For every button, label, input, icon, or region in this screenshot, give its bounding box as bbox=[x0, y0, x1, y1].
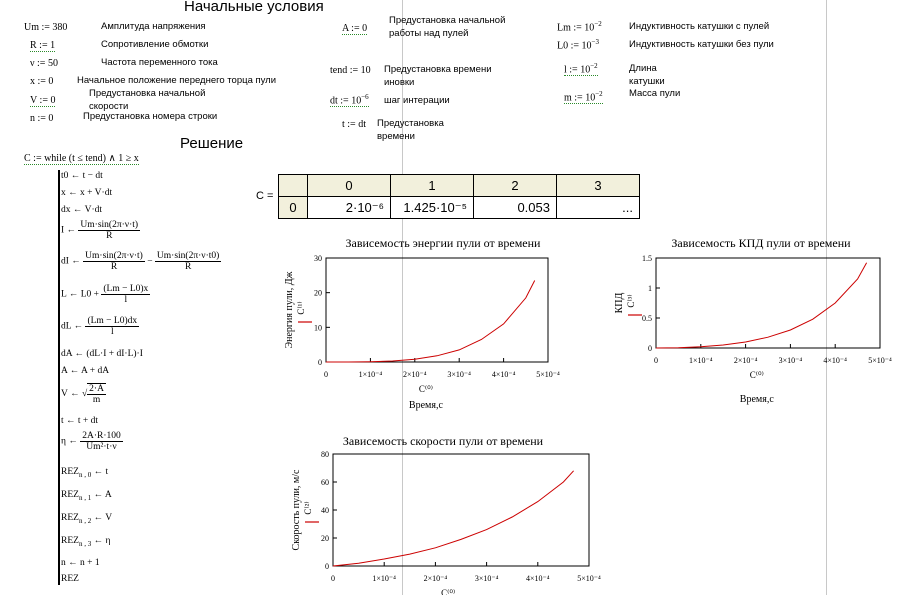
param-def[interactable]: m := $10^{-2}$ bbox=[564, 90, 603, 104]
x-tick-label: 2×10⁻⁴ bbox=[733, 356, 758, 365]
y-tick-label: 0 bbox=[325, 562, 329, 571]
heading-solution: Решение bbox=[180, 135, 244, 152]
heading-initial-conditions: Начальные условия bbox=[184, 0, 324, 15]
y-tick-label: 60 bbox=[321, 478, 329, 487]
y-tick-label: 30 bbox=[314, 254, 322, 263]
program-line[interactable]: dx ← V·dt bbox=[61, 205, 102, 215]
x-tick-label: 3×10⁻⁴ bbox=[447, 370, 471, 379]
matrix-cell[interactable]: 0.053 bbox=[474, 197, 557, 219]
y-tick-label: 10 bbox=[314, 323, 322, 333]
plot-frame bbox=[333, 454, 589, 566]
y-tick-label: 40 bbox=[321, 506, 329, 515]
program-line[interactable]: REZ bbox=[61, 574, 79, 584]
matrix-row-header: 0 bbox=[279, 197, 308, 219]
param-desc: Длина катушки bbox=[629, 63, 665, 87]
series-line bbox=[333, 471, 574, 566]
y-tick-label: 80 bbox=[321, 450, 329, 459]
param-def[interactable]: tend := 10 bbox=[330, 65, 371, 76]
matrix-cell[interactable]: 1.425·10⁻⁵ bbox=[391, 197, 474, 219]
program-line[interactable]: t0 ← t − dt bbox=[61, 171, 103, 181]
matrix-col-header: 0 bbox=[308, 175, 391, 197]
param-def[interactable]: t := dt bbox=[342, 119, 366, 130]
x-tick-label: 2×10⁻⁴ bbox=[403, 370, 427, 379]
program-line[interactable]: A ← A + dA bbox=[61, 366, 110, 376]
param-desc: шаг интерации bbox=[384, 95, 450, 106]
series-line bbox=[656, 263, 867, 348]
param-desc: Сопротивление обмотки bbox=[101, 39, 209, 50]
param-desc: Начальное положение переднего торца пули bbox=[77, 75, 277, 86]
param-desc: Предустановка начальной работы над пулей bbox=[389, 15, 506, 39]
program-line[interactable]: V ← √ $\frac{2\cdot A}{m}$ bbox=[61, 384, 104, 405]
chart-title: Зависемость энергии пули от времени bbox=[345, 236, 541, 250]
x-axis-label: Время,с bbox=[408, 400, 443, 411]
chart-title: Зависемость скорости пули от времени bbox=[342, 434, 544, 448]
param-desc: Предустановка начальной скорости bbox=[89, 88, 206, 112]
legend-label: C⁽¹⁾ bbox=[296, 301, 306, 315]
x-tick-label: 0 bbox=[331, 574, 335, 583]
x-tick-label: 4×10⁻⁴ bbox=[526, 574, 550, 583]
matrix-col-header: 1 bbox=[391, 175, 474, 197]
x-tick-label: 4×10⁻⁴ bbox=[823, 356, 847, 365]
x-tick-label: 4×10⁻⁴ bbox=[491, 370, 516, 379]
program-line[interactable]: n ← n + 1 bbox=[61, 558, 100, 568]
series-line bbox=[326, 281, 535, 363]
velocity-chart[interactable] bbox=[268, 430, 601, 595]
program-line[interactable]: x ← x + V·dt bbox=[61, 188, 113, 198]
x-axis-var: C⁽⁰⁾ bbox=[749, 370, 764, 380]
param-def[interactable]: A := 0 bbox=[342, 23, 368, 34]
matrix-label: C = bbox=[256, 190, 274, 202]
program-line[interactable]: I ← $\frac{Um\cdot\sin(2\pi\cdot\nu\cdot t)}{R}$ bbox=[61, 220, 139, 241]
program-header[interactable]: C := while (t ≤ tend) ∧ 1 ≥ x bbox=[24, 153, 139, 164]
legend-label: C⁽³⁾ bbox=[626, 294, 636, 308]
param-desc: Масса пули bbox=[629, 88, 681, 99]
y-axis-label: Скорость пули, м/с bbox=[291, 469, 302, 551]
param-def[interactable]: V := 0 bbox=[30, 95, 56, 106]
x-tick-label: 0 bbox=[654, 356, 658, 365]
y-tick-label: 20 bbox=[321, 534, 329, 543]
y-tick-label: 0.5 bbox=[642, 314, 652, 323]
y-tick-label: 1 bbox=[648, 284, 652, 293]
param-desc: Частота переменного тока bbox=[101, 57, 218, 68]
param-def[interactable]: dt := $10^{-6}$ bbox=[330, 93, 369, 107]
matrix-col-header: 3 bbox=[557, 175, 640, 197]
chart-title: Зависемость КПД пули от времени bbox=[671, 236, 851, 250]
matrix-cell[interactable]: ... bbox=[557, 197, 640, 219]
x-tick-label: 5×10⁻⁴ bbox=[577, 574, 601, 583]
param-desc: Индуктивность катушки с пулей bbox=[629, 21, 770, 32]
matrix-header-row bbox=[279, 175, 640, 197]
x-axis-label: Время,с bbox=[739, 394, 774, 405]
param-desc: Амплитуда напряжения bbox=[101, 21, 206, 32]
x-tick-label: 1×10⁻⁴ bbox=[358, 370, 383, 379]
program-line[interactable]: dL ← $\frac{(Lm - L0)dx}{l}$ bbox=[61, 316, 138, 337]
program-line[interactable]: dI ← $\frac{Um\cdot\sin(2\pi\cdot\nu\cdot t)}{R}$ − $\frac{Um\cdot\sin(2\pi\cdot\nu\cdot t0)}{R}$ bbox=[61, 251, 220, 272]
x-tick-label: 2×10⁻⁴ bbox=[423, 574, 448, 583]
param-desc: Предустановка времени bbox=[377, 118, 444, 142]
x-axis-var: C⁽⁰⁾ bbox=[441, 588, 456, 595]
param-def[interactable]: ν := 50 bbox=[30, 58, 58, 69]
program-line[interactable]: η ← $\frac{2A\cdot R\cdot 100}{\text{Um²·t·ν}}$ bbox=[61, 431, 121, 452]
x-tick-label: 5×10⁻⁴ bbox=[536, 370, 560, 379]
y-tick-label: 20 bbox=[314, 288, 322, 298]
y-tick-label: 0 bbox=[318, 358, 322, 367]
y-tick-label: 1.5 bbox=[642, 254, 652, 263]
program-line[interactable]: t ← t + dt bbox=[61, 416, 99, 426]
program-line[interactable]: $REZ_{n , 0}$ ← t bbox=[61, 467, 109, 479]
energy-chart[interactable] bbox=[268, 232, 598, 422]
x-tick-label: 1×10⁻⁴ bbox=[689, 356, 713, 365]
matrix-corner bbox=[279, 175, 308, 197]
program-line[interactable]: dA ← (dL·I + dI·L)·I bbox=[61, 349, 143, 359]
param-def[interactable]: Lm := $10^{-2}$ bbox=[557, 20, 602, 34]
program-line[interactable]: L ← L0 + $\frac{(Lm - L0)x}{l}$ bbox=[61, 284, 149, 305]
program-line[interactable]: $REZ_{n , 2}$ ← V bbox=[61, 513, 113, 525]
param-desc: Предустановка времени иновки bbox=[384, 64, 492, 88]
x-tick-label: 0 bbox=[324, 370, 328, 379]
param-def[interactable]: R := 1 bbox=[30, 40, 56, 51]
y-tick-label: 0 bbox=[648, 344, 652, 353]
legend-label: C⁽²⁾ bbox=[303, 501, 313, 515]
param-def[interactable]: L0 := $10^{-3}$ bbox=[557, 38, 599, 52]
y-axis-label: КПД bbox=[614, 292, 625, 314]
matrix-row bbox=[279, 197, 640, 219]
plot-frame bbox=[326, 258, 548, 362]
program-bar bbox=[58, 170, 60, 585]
x-axis-var: C⁽⁰⁾ bbox=[418, 384, 433, 394]
param-desc: Предустановка номера строки bbox=[83, 111, 218, 122]
x-tick-label: 3×10⁻⁴ bbox=[474, 574, 499, 583]
program-line[interactable]: $REZ_{n , 3}$ ← η bbox=[61, 536, 111, 548]
sqrt-sign: √ bbox=[81, 389, 88, 400]
plot-frame bbox=[656, 258, 880, 348]
x-tick-label: 3×10⁻⁴ bbox=[778, 356, 803, 365]
efficiency-chart[interactable] bbox=[596, 232, 896, 412]
param-def[interactable]: Um := 380 bbox=[24, 22, 68, 33]
program-line[interactable]: $REZ_{n , 1}$ ← A bbox=[61, 490, 112, 502]
matrix-cell[interactable]: 2·10⁻⁶ bbox=[308, 197, 391, 219]
result-matrix[interactable] bbox=[278, 174, 640, 219]
x-tick-label: 5×10⁻⁴ bbox=[868, 356, 892, 365]
y-axis-label: Энергия пули, Дж bbox=[284, 271, 295, 349]
param-def[interactable]: n := 0 bbox=[30, 113, 54, 124]
x-tick-label: 1×10⁻⁴ bbox=[372, 574, 396, 583]
matrix-col-header: 2 bbox=[474, 175, 557, 197]
param-desc: Индуктивность катушки без пули bbox=[629, 39, 774, 50]
param-def[interactable]: l := $10^{-2}$ bbox=[564, 62, 598, 76]
param-def[interactable]: x := 0 bbox=[30, 76, 54, 87]
